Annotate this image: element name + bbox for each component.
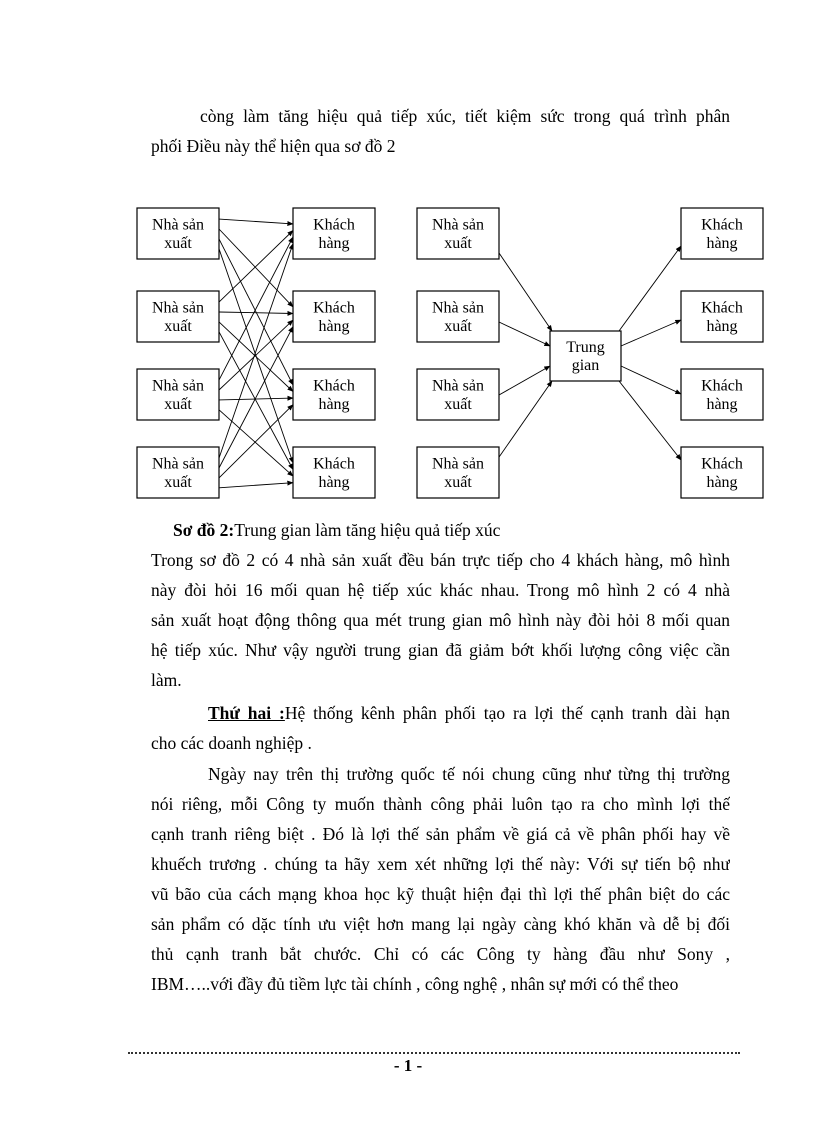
- left-producer-box-4-label-1: Nhà sản: [152, 455, 204, 473]
- left-producer-box-1-label-1: Nhà sản: [152, 216, 204, 234]
- left-edge-4-1: [219, 244, 293, 458]
- para2-line-1: [208, 702, 730, 724]
- caption-prefix: Sơ đồ 2:: [173, 520, 235, 540]
- left-edge-4-4: [219, 483, 293, 488]
- para1-line-5: làm.: [151, 670, 182, 690]
- left-producer-box-3-label-1: Nhà sản: [152, 377, 204, 395]
- right-producer-box-3: [417, 369, 499, 420]
- para3-line-2: nói riêng, mỗi Công ty muốn thành công phải luôn tạo ra cho mình lợi thế: [151, 794, 730, 814]
- right-customer-box-2: [681, 291, 763, 342]
- right-customer-box-1-label-2: hàng: [706, 234, 738, 252]
- left-customer-box-4: [293, 447, 375, 498]
- caption-text: Trung gian làm tăng hiệu quả tiếp xúc: [234, 520, 501, 540]
- para3-line-4: khuếch trương . chúng ta hãy xem xét những lợi thế này: Với sự tiến bộ như: [151, 854, 730, 874]
- left-edge-2-4: [219, 332, 293, 470]
- right-producer-box-1-label-1: Nhà sản: [432, 216, 484, 234]
- right-out-edge-1: [619, 246, 681, 331]
- right-customer-box-4: [681, 447, 763, 498]
- intermediary-box-label-1: Trung: [566, 339, 605, 356]
- right-producer-box-3-label-2: xuất: [444, 395, 472, 413]
- left-edge-3-3: [219, 398, 293, 400]
- para2-line-1-text: Hệ thống kênh phân phối tạo ra lợi thế cạnh tranh dài hạn: [284, 703, 730, 723]
- right-producer-box-2-label-1: Nhà sản: [432, 299, 484, 317]
- para2-heading: Thứ hai :: [208, 703, 285, 723]
- left-customer-box-1-label-2: hàng: [318, 234, 350, 252]
- left-edge-1-4: [219, 249, 293, 463]
- intermediary-box-label-2: gian: [571, 357, 600, 374]
- right-out-edge-3: [621, 366, 681, 394]
- right-producer-box-2-label-2: xuất: [444, 317, 472, 335]
- para3-line-6: sản phẩm có dặc tính ưu việt hơn mang lại ngày càng khó khăn và dễ bị đối: [151, 914, 730, 934]
- right-producer-box-4: [417, 447, 499, 498]
- diagram-caption: [173, 519, 500, 541]
- para2-line-2: cho các doanh nghiệp .: [151, 733, 312, 753]
- right-in-edge-2: [499, 322, 550, 346]
- para3-line-5: vũ bão của cách mạng khoa học kỹ thuật hiện đại thì lợi thế phân biệt do các: [151, 884, 730, 904]
- right-customer-box-1-label-1: Khách: [701, 216, 743, 234]
- right-customer-box-3-label-2: hàng: [706, 395, 738, 413]
- left-customer-box-2-label-2: hàng: [318, 317, 350, 335]
- para3-line-7: thủ cạnh tranh bắt chước. Chỉ có các Công ty hàng đầu như Sony ,: [151, 944, 730, 964]
- page-number: - 1 -: [393, 1056, 423, 1075]
- para3-line-3: cạnh tranh riêng biệt . Đó là lợi thế sản phẩm về giá cả về phân phối hay về: [151, 824, 730, 844]
- left-producer-box-1-label-2: xuất: [164, 234, 192, 252]
- left-producer-box-4-label-2: xuất: [164, 473, 192, 491]
- right-producer-box-1: [417, 208, 499, 259]
- right-producer-box-2: [417, 291, 499, 342]
- para3-line-1: Ngày nay trên thị trường quốc tế nói chung cũng như từng thị trường: [208, 764, 730, 784]
- left-edge-3-2: [219, 320, 293, 390]
- left-customer-box-4-label-2: hàng: [318, 473, 350, 491]
- right-customer-box-1: [681, 208, 763, 259]
- para1-line-4: hệ tiếp xúc. Như vậy người trung gian đã giảm bớt khối lượng công việc cần: [151, 640, 730, 660]
- left-producer-box-3-label-2: xuất: [164, 395, 192, 413]
- left-customer-box-3: [293, 369, 375, 420]
- left-customer-box-3-label-1: Khách: [313, 377, 355, 395]
- para3-line-8: IBM…..với đầy đủ tiềm lực tài chính , công nghệ , nhân sự mới có thể theo: [151, 974, 679, 994]
- left-edge-2-3: [219, 322, 293, 392]
- para1-line-3: sản xuất hoạt động thông qua mét trung gian mô hình này đòi hỏi 8 mối quan: [151, 610, 730, 630]
- left-producer-box-2: [137, 291, 219, 342]
- para1-line-1: Trong sơ đồ 2 có 4 nhà sản xuất đều bán trực tiếp cho 4 khách hàng, mô hình: [151, 550, 730, 570]
- left-producer-box-3: [137, 369, 219, 420]
- left-edge-4-3: [219, 405, 293, 478]
- right-customer-box-4-label-1: Khách: [701, 455, 743, 473]
- right-producer-box-1-label-2: xuất: [444, 234, 472, 252]
- right-out-edge-2: [621, 320, 681, 346]
- left-customer-box-2-label-1: Khách: [313, 299, 355, 317]
- left-customer-box-2: [293, 291, 375, 342]
- left-edge-3-4: [219, 410, 293, 476]
- left-edge-1-1: [219, 219, 293, 224]
- right-out-edge-4: [619, 381, 681, 460]
- right-customer-box-3: [681, 369, 763, 420]
- right-in-edge-4: [497, 381, 552, 460]
- intro-line-1: còng làm tăng hiệu quả tiếp xúc, tiết kiệm sức trong quá trình phân: [200, 106, 730, 126]
- right-producer-box-3-label-1: Nhà sản: [432, 377, 484, 395]
- right-customer-box-4-label-2: hàng: [706, 473, 738, 491]
- left-producer-box-1: [137, 208, 219, 259]
- right-customer-box-3-label-1: Khách: [701, 377, 743, 395]
- intro-line-2: phối Điều này thể hiện qua sơ đồ 2: [151, 136, 396, 156]
- right-producer-box-4-label-1: Nhà sản: [432, 455, 484, 473]
- right-producer-box-4-label-2: xuất: [444, 473, 472, 491]
- right-in-edge-1: [497, 250, 552, 331]
- distribution-diagram: [0, 0, 816, 520]
- para1-line-2: này đòi hỏi 16 mối quan hệ tiếp xúc khác nhau. Trong mô hình 2 có 4 nhà: [151, 580, 730, 600]
- intermediary-box: [550, 331, 621, 381]
- right-customer-box-2-label-2: hàng: [706, 317, 738, 335]
- right-customer-box-2-label-1: Khách: [701, 299, 743, 317]
- left-producer-box-2-label-2: xuất: [164, 317, 192, 335]
- footer-rule: [128, 1052, 740, 1054]
- left-edge-3-1: [219, 237, 293, 380]
- left-edge-4-2: [219, 327, 293, 468]
- left-producer-box-4: [137, 447, 219, 498]
- left-customer-box-1: [293, 208, 375, 259]
- left-customer-box-4-label-1: Khách: [313, 455, 355, 473]
- left-customer-box-1-label-1: Khách: [313, 216, 355, 234]
- right-in-edge-3: [499, 366, 550, 395]
- left-producer-box-2-label-1: Nhà sản: [152, 299, 204, 317]
- left-customer-box-3-label-2: hàng: [318, 395, 350, 413]
